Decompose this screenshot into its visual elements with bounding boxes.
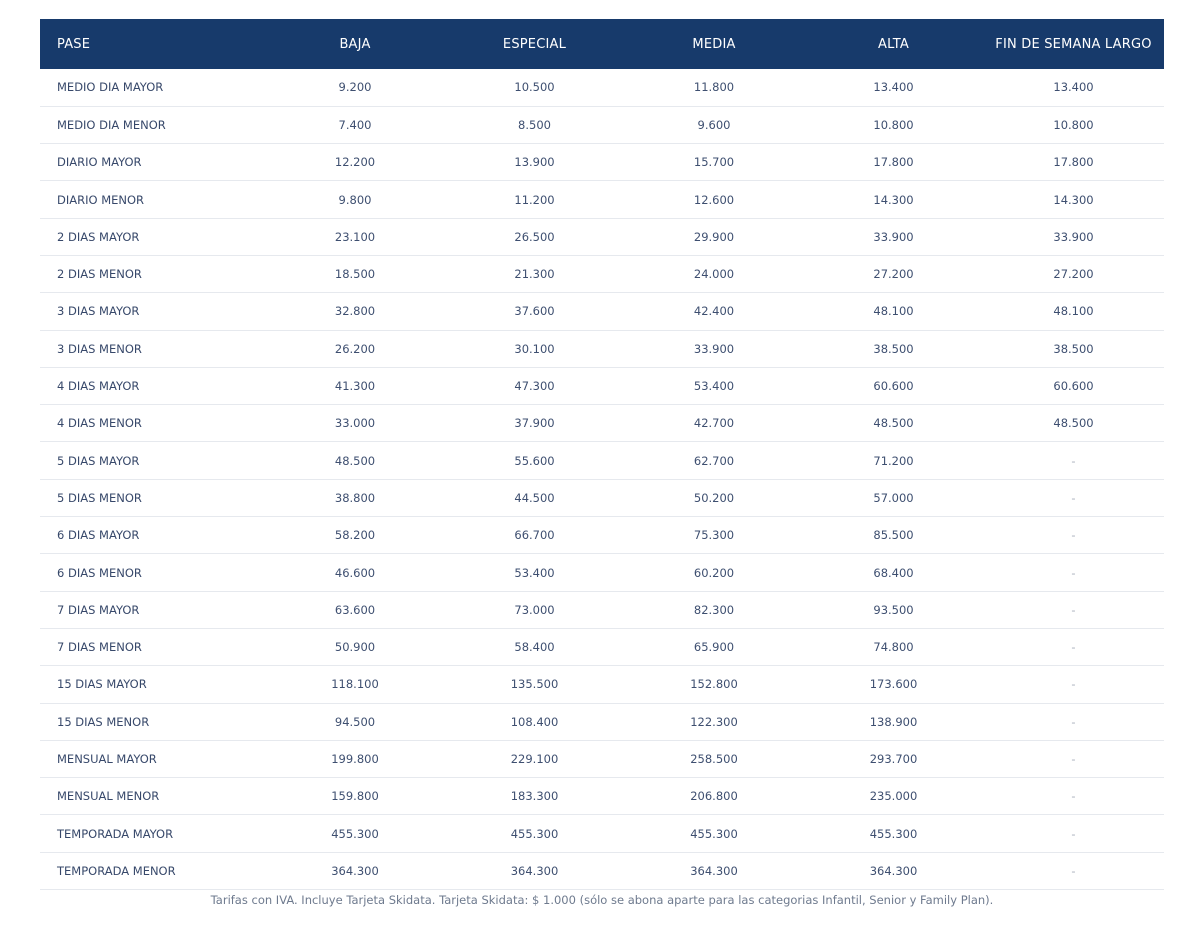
- pase-cell: 5 DIAS MAYOR: [40, 442, 265, 479]
- fin-de-semana-largo-cell: 33.900: [983, 218, 1164, 255]
- media-cell: 42.700: [624, 405, 804, 442]
- fin-de-semana-largo-cell: 48.500: [983, 405, 1164, 442]
- baja-cell: 18.500: [265, 255, 445, 292]
- especial-cell: 26.500: [445, 218, 624, 255]
- especial-cell: 108.400: [445, 703, 624, 740]
- fin-de-semana-largo-cell: -: [983, 815, 1164, 852]
- alta-cell: 74.800: [804, 628, 983, 665]
- column-header-alta: ALTA: [878, 36, 909, 52]
- media-cell: 50.200: [624, 479, 804, 516]
- table-row: [40, 367, 1164, 404]
- especial-cell: 11.200: [445, 181, 624, 218]
- table-row: [40, 479, 1164, 516]
- column-header-pase: PASE: [57, 36, 91, 52]
- media-cell: 455.300: [624, 815, 804, 852]
- pase-cell: 3 DIAS MENOR: [40, 330, 265, 367]
- especial-cell: 55.600: [445, 442, 624, 479]
- table-row: [40, 703, 1164, 740]
- table-row: [40, 293, 1164, 330]
- table-row: [40, 218, 1164, 255]
- media-cell: 62.700: [624, 442, 804, 479]
- footnote: Tarifas con IVA. Incluye Tarjeta Skidata. Tarjeta Skidata: $ 1.000 (sólo se abona aparte para las categorias Infantil, Senior y Family Plan).: [210, 893, 994, 907]
- pase-cell: TEMPORADA MAYOR: [40, 815, 265, 852]
- alta-cell: 10.800: [804, 106, 983, 143]
- alta-cell: 48.500: [804, 405, 983, 442]
- baja-cell: 455.300: [265, 815, 445, 852]
- media-cell: 29.900: [624, 218, 804, 255]
- fin-de-semana-largo-cell: 27.200: [983, 255, 1164, 292]
- alta-cell: 85.500: [804, 517, 983, 554]
- especial-cell: 58.400: [445, 628, 624, 665]
- media-cell: 33.900: [624, 330, 804, 367]
- alta-cell: 364.300: [804, 852, 983, 889]
- fin-de-semana-largo-cell: 14.300: [983, 181, 1164, 218]
- table-row: [40, 144, 1164, 181]
- pase-cell: 4 DIAS MENOR: [40, 405, 265, 442]
- baja-cell: 12.200: [265, 144, 445, 181]
- fin-de-semana-largo-cell: 17.800: [983, 144, 1164, 181]
- fin-de-semana-largo-cell: -: [983, 703, 1164, 740]
- baja-cell: 48.500: [265, 442, 445, 479]
- especial-cell: 13.900: [445, 144, 624, 181]
- table-row: [40, 106, 1164, 143]
- table-row: [40, 442, 1164, 479]
- fin-de-semana-largo-cell: -: [983, 479, 1164, 516]
- pase-cell: MEDIO DIA MENOR: [40, 106, 265, 143]
- especial-cell: 30.100: [445, 330, 624, 367]
- pase-cell: 7 DIAS MENOR: [40, 628, 265, 665]
- baja-cell: 33.000: [265, 405, 445, 442]
- table-body: [40, 69, 1164, 890]
- baja-cell: 32.800: [265, 293, 445, 330]
- especial-cell: 183.300: [445, 778, 624, 815]
- fin-de-semana-largo-cell: 10.800: [983, 106, 1164, 143]
- media-cell: 206.800: [624, 778, 804, 815]
- baja-cell: 7.400: [265, 106, 445, 143]
- table-row: [40, 778, 1164, 815]
- especial-cell: 44.500: [445, 479, 624, 516]
- media-cell: 60.200: [624, 554, 804, 591]
- baja-cell: 364.300: [265, 852, 445, 889]
- alta-cell: 38.500: [804, 330, 983, 367]
- baja-cell: 46.600: [265, 554, 445, 591]
- pase-cell: 6 DIAS MAYOR: [40, 517, 265, 554]
- fin-de-semana-largo-cell: -: [983, 517, 1164, 554]
- baja-cell: 58.200: [265, 517, 445, 554]
- alta-cell: 27.200: [804, 255, 983, 292]
- especial-cell: 10.500: [445, 69, 624, 106]
- baja-cell: 23.100: [265, 218, 445, 255]
- fin-de-semana-largo-cell: -: [983, 740, 1164, 777]
- pase-cell: DIARIO MENOR: [40, 181, 265, 218]
- fin-de-semana-largo-cell: 48.100: [983, 293, 1164, 330]
- especial-cell: 8.500: [445, 106, 624, 143]
- alta-cell: 138.900: [804, 703, 983, 740]
- especial-cell: 66.700: [445, 517, 624, 554]
- column-header-especial: ESPECIAL: [502, 36, 567, 52]
- especial-cell: 53.400: [445, 554, 624, 591]
- media-cell: 364.300: [624, 852, 804, 889]
- price-table-container: [40, 19, 1164, 890]
- table-row: [40, 255, 1164, 292]
- fin-de-semana-largo-cell: -: [983, 554, 1164, 591]
- table-row: [40, 405, 1164, 442]
- fin-de-semana-largo-cell: -: [983, 778, 1164, 815]
- especial-cell: 21.300: [445, 255, 624, 292]
- media-cell: 258.500: [624, 740, 804, 777]
- alta-cell: 235.000: [804, 778, 983, 815]
- especial-cell: 364.300: [445, 852, 624, 889]
- media-cell: 122.300: [624, 703, 804, 740]
- pase-cell: 5 DIAS MENOR: [40, 479, 265, 516]
- table-row: [40, 740, 1164, 777]
- alta-cell: 48.100: [804, 293, 983, 330]
- table-header: [40, 19, 1164, 69]
- table-row: [40, 628, 1164, 665]
- baja-cell: 9.200: [265, 69, 445, 106]
- pase-cell: DIARIO MAYOR: [40, 144, 265, 181]
- especial-cell: 229.100: [445, 740, 624, 777]
- alta-cell: 71.200: [804, 442, 983, 479]
- pase-cell: 15 DIAS MAYOR: [40, 666, 265, 703]
- media-cell: 12.600: [624, 181, 804, 218]
- fin-de-semana-largo-cell: -: [983, 852, 1164, 889]
- pase-cell: MEDIO DIA MAYOR: [40, 69, 265, 106]
- pase-cell: 7 DIAS MAYOR: [40, 591, 265, 628]
- media-cell: 82.300: [624, 591, 804, 628]
- media-cell: 24.000: [624, 255, 804, 292]
- pase-cell: MENSUAL MENOR: [40, 778, 265, 815]
- media-cell: 11.800: [624, 69, 804, 106]
- alta-cell: 455.300: [804, 815, 983, 852]
- table-row: [40, 666, 1164, 703]
- alta-cell: 293.700: [804, 740, 983, 777]
- baja-cell: 118.100: [265, 666, 445, 703]
- especial-cell: 37.900: [445, 405, 624, 442]
- table-row: [40, 69, 1164, 106]
- fin-de-semana-largo-cell: 13.400: [983, 69, 1164, 106]
- baja-cell: 50.900: [265, 628, 445, 665]
- media-cell: 42.400: [624, 293, 804, 330]
- alta-cell: 93.500: [804, 591, 983, 628]
- alta-cell: 60.600: [804, 367, 983, 404]
- fin-de-semana-largo-cell: -: [983, 591, 1164, 628]
- media-cell: 75.300: [624, 517, 804, 554]
- table-row: [40, 517, 1164, 554]
- pase-cell: TEMPORADA MENOR: [40, 852, 265, 889]
- header-row: [40, 19, 1164, 69]
- baja-cell: 9.800: [265, 181, 445, 218]
- especial-cell: 47.300: [445, 367, 624, 404]
- especial-cell: 135.500: [445, 666, 624, 703]
- pase-cell: 2 DIAS MAYOR: [40, 218, 265, 255]
- media-cell: 53.400: [624, 367, 804, 404]
- alta-cell: 33.900: [804, 218, 983, 255]
- fin-de-semana-largo-cell: -: [983, 442, 1164, 479]
- fin-de-semana-largo-cell: 38.500: [983, 330, 1164, 367]
- alta-cell: 14.300: [804, 181, 983, 218]
- baja-cell: 38.800: [265, 479, 445, 516]
- table-row: [40, 815, 1164, 852]
- media-cell: 15.700: [624, 144, 804, 181]
- alta-cell: 17.800: [804, 144, 983, 181]
- price-table: [40, 19, 1164, 890]
- alta-cell: 173.600: [804, 666, 983, 703]
- fin-de-semana-largo-cell: -: [983, 666, 1164, 703]
- baja-cell: 199.800: [265, 740, 445, 777]
- baja-cell: 94.500: [265, 703, 445, 740]
- column-header-fin-de-semana-largo: FIN DE SEMANA LARGO: [995, 36, 1152, 52]
- alta-cell: 13.400: [804, 69, 983, 106]
- media-cell: 152.800: [624, 666, 804, 703]
- pase-cell: 3 DIAS MAYOR: [40, 293, 265, 330]
- media-cell: 65.900: [624, 628, 804, 665]
- baja-cell: 41.300: [265, 367, 445, 404]
- especial-cell: 73.000: [445, 591, 624, 628]
- baja-cell: 26.200: [265, 330, 445, 367]
- fin-de-semana-largo-cell: -: [983, 628, 1164, 665]
- especial-cell: 455.300: [445, 815, 624, 852]
- alta-cell: 57.000: [804, 479, 983, 516]
- table-row: [40, 181, 1164, 218]
- column-header-baja: BAJA: [339, 36, 371, 52]
- fin-de-semana-largo-cell: 60.600: [983, 367, 1164, 404]
- pase-cell: MENSUAL MAYOR: [40, 740, 265, 777]
- table-row: [40, 554, 1164, 591]
- pase-cell: 6 DIAS MENOR: [40, 554, 265, 591]
- column-header-media: MEDIA: [692, 36, 736, 52]
- pase-cell: 15 DIAS MENOR: [40, 703, 265, 740]
- pase-cell: 4 DIAS MAYOR: [40, 367, 265, 404]
- media-cell: 9.600: [624, 106, 804, 143]
- baja-cell: 63.600: [265, 591, 445, 628]
- baja-cell: 159.800: [265, 778, 445, 815]
- especial-cell: 37.600: [445, 293, 624, 330]
- table-row: [40, 330, 1164, 367]
- alta-cell: 68.400: [804, 554, 983, 591]
- pase-cell: 2 DIAS MENOR: [40, 255, 265, 292]
- table-row: [40, 591, 1164, 628]
- table-row: [40, 852, 1164, 889]
